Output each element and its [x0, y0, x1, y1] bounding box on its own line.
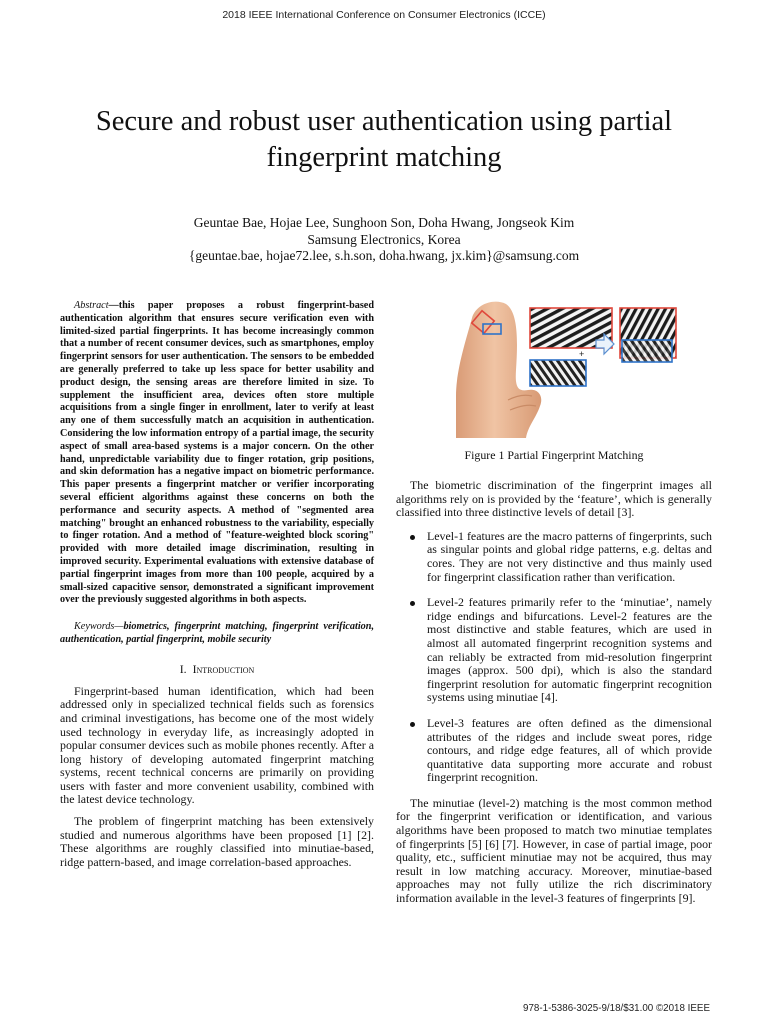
title-line-1: Secure and robust user authentication using partial — [95, 106, 673, 137]
plus-sign: + — [579, 349, 585, 359]
abstract-text: —this paper proposes a robust fingerprint-based authentication algorithm that ensures secure verification even with limited-sized partial fingerprints. It has become increasingly common that a number of recent consumer devices, such as smartphones, employ fingerprint sensors for user authentication. The sensors to be embedded are generally preferred to take up less space for better usability and product design, the sensing areas are therefore limited in size. To supplement the insufficient area, devices often store multiple acquisitions from a single finger in enrollment, later to verify at least any one of them successfully match an acquisition in authentication. Considering the low information entropy of a partial image, the security aspect of small area-based systems is a major concern. On the other hand, unpredictable variability due to finger rotation, grip positions, and skin deformation has a negative impact on biometric performance. This paper presents a fingerprint matcher or verifier incorporating several efficient algorithms against these concerns on both the performance and security aspects. A method of "segmented area matching" brought an enhanced robustness to the variability, especially to finger rotation. And a method of "feature-weighted block scoring" provided with more detailed image discrimination, resulting in improved security. Experimental evaluations with extensive database of partial fingerprint images from more than 100 people, acquired by a small-sized capacitive sensor, demonstrated a significant improvement over the previously suggested algorithms in both aspects. — [60, 300, 374, 606]
footer-isbn: 978-1-5386-3025-9/18/$31.00 ©2018 IEEE — [523, 1003, 710, 1014]
level-1-text: Level-1 features are the macro patterns of fingerprints, such as singular points and global ridge patterns, e.g. deltas and cores. They are not very distinctive and thus mainly used for fingerprint classification rather than verification. — [427, 528, 712, 584]
author-block — [0, 215, 768, 265]
list-item — [396, 530, 712, 584]
section-number: I. — [179, 661, 187, 676]
combined-print — [620, 308, 676, 362]
author-emails: {geuntae.bae, hojae72.lee, s.h.son, doha.hwang, jx.kim}@samsung.com — [188, 248, 580, 263]
level-3-text: Level-3 features are often defined as the dimensional attributes of the ridges and include sweat pores, ridge contours, and ridge edge features, all of which provide quantitative data supporting more accurate and robust fingerprint recognition. — [427, 715, 712, 785]
keywords-lead: Keywords— — [74, 621, 124, 633]
figure-1 — [396, 300, 712, 438]
minutiae-paragraph: The minutiae (level-2) matching is the most common method for the fingerprint verification or identification, and various algorithms have been proposed to match two minutiae templates of fingerprints [5] [6] [7]. However, in case of partial image, poor quality, etc., sufficient minutiae may not be acquired, thus may result in low matching accuracy. Moreover, minutiae-based approaches may not fully utilize the rich discriminatory information available in the level-3 features of fingerprints [9]. — [396, 795, 712, 906]
partial-print-blue — [530, 360, 586, 386]
right-column — [396, 300, 712, 906]
list-item — [396, 596, 712, 705]
level-2-text: Level-2 features primarily refer to the ‘minutiae’, namely ridge endings and bifurcations. Level-2 features are the most distinctive and stable features, which are used in almost all automated fingerprint recognition systems and can reliably be extracted from mid-resolution fingerprint images (approx. 500 dpi), which is also the standard fingerprint resolution for automatic fingerprint recognition systems using minutiae [4]. — [427, 595, 712, 705]
figure-1-caption: Figure 1 Partial Fingerprint Matching — [464, 448, 644, 462]
keywords — [60, 621, 374, 647]
conference-header: 2018 IEEE International Conference on Consumer Electronics (ICCE) — [222, 9, 546, 21]
abstract — [60, 300, 374, 607]
bullet-icon — [410, 601, 415, 606]
author-names: Geuntae Bae, Hojae Lee, Sunghoon Son, Doha Hwang, Jongseok Kim — [193, 215, 575, 230]
features-intro-paragraph: The biometric discrimination of the fingerprint images all algorithms rely on is provided by the ‘feature’, which is generally classified into three distinctive levels of detail [3]. — [396, 478, 712, 520]
paper-title — [40, 104, 728, 176]
list-item — [396, 717, 712, 785]
abstract-lead: Abstract — [74, 300, 109, 311]
intro-paragraph-1: Fingerprint-based human identification, which had been addressed only in specialized technical fields such as forensics and criminal investigations, has become one of the most widely used technology in everyday life, as increasingly adopted in popular consumer devices such as mobile phones recently. After a long history of developing automated fingerprint matching systems, recent technical concerns are primarily on providing users with faster and more convenient usability, combined with the latest device technology. — [60, 683, 374, 807]
feature-levels-list — [396, 530, 712, 785]
keywords-text: biometrics, fingerprint matching, fingerprint verification, authentication, partial fingerprint, mobile security — [60, 621, 374, 645]
section-title: Introduction — [192, 661, 255, 676]
bullet-icon — [410, 535, 415, 540]
figure-1-illustration — [396, 300, 712, 438]
intro-paragraph-2: The problem of fingerprint matching has been extensively studied and numerous algorithms have been proposed [1] [2]. These algorithms are roughly classified into minutiae-based, ridge pattern-based, and image correlation-based approaches. — [60, 814, 374, 869]
left-column — [60, 300, 374, 869]
title-line-2: fingerprint matching — [266, 142, 502, 173]
section-heading-introduction — [60, 662, 374, 676]
bullet-icon — [410, 722, 415, 727]
author-affiliation: Samsung Electronics, Korea — [307, 231, 461, 247]
thumb-shape — [456, 302, 541, 438]
